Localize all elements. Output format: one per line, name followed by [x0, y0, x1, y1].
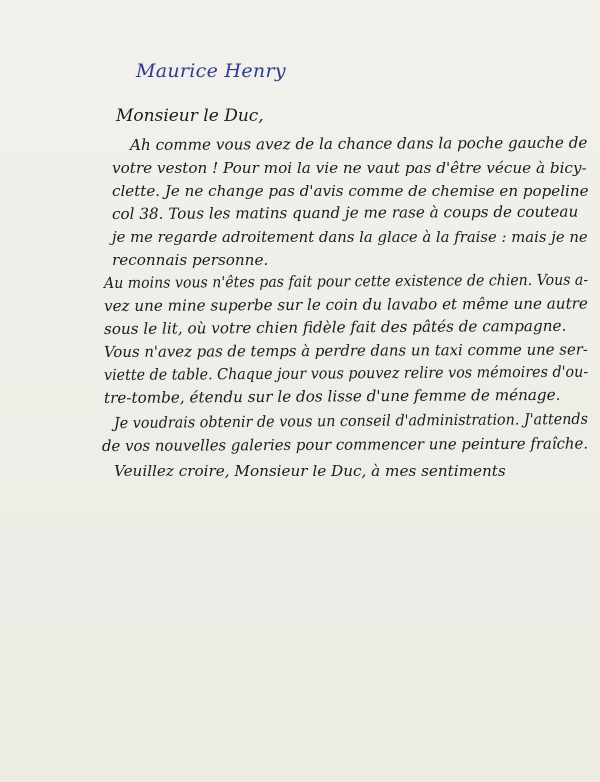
letter-line: Ah comme vous avez de la chance dans la poche gauche de	[129, 133, 588, 154]
letter-line: col 38. Tous les matins quand je me rase à coups de couteau	[111, 202, 579, 223]
letter-line: viette de table. Chaque jour vous pouvez relire vos mémoires d'ou-	[103, 362, 589, 384]
letter-line: Vous n'avez pas de temps à perdre dans un taxi comme une ser-	[103, 340, 588, 361]
letter-line: sous le lit, où votre chien fidèle fait des pâtés de campagne.	[103, 316, 567, 338]
letter-line: je me regarde adroitement dans la glace à la fraise : mais je ne	[112, 228, 588, 246]
salutation: Monsieur le Duc,	[116, 106, 264, 126]
letter-line: Je voudrais obtenir de vous un conseil d'administration. J'attends	[113, 409, 588, 432]
letter-line: clette. Je ne change pas d'avis comme de chemise en popeline	[112, 182, 589, 200]
letter-line: tre-tombe, étendu sur le dos lisse d'une femme de ménage.	[103, 385, 561, 407]
author-name: Maurice Henry	[136, 60, 286, 82]
letter-line: votre veston ! Pour moi la vie ne vaut pas d'être vécue à bicy-	[112, 159, 587, 177]
letter-line: Veuillez croire, Monsieur le Duc, à mes sentiments	[114, 462, 506, 480]
letter-line: reconnais personne.	[112, 251, 269, 269]
letter-line: de vos nouvelles galeries pour commencer une peinture fraîche.	[101, 434, 589, 455]
letter-line: Au moins vous n'êtes pas fait pour cette existence de chien. Vous a-	[103, 270, 589, 292]
letter-line: vez une mine superbe sur le coin du lavabo et même une autre	[103, 294, 588, 315]
